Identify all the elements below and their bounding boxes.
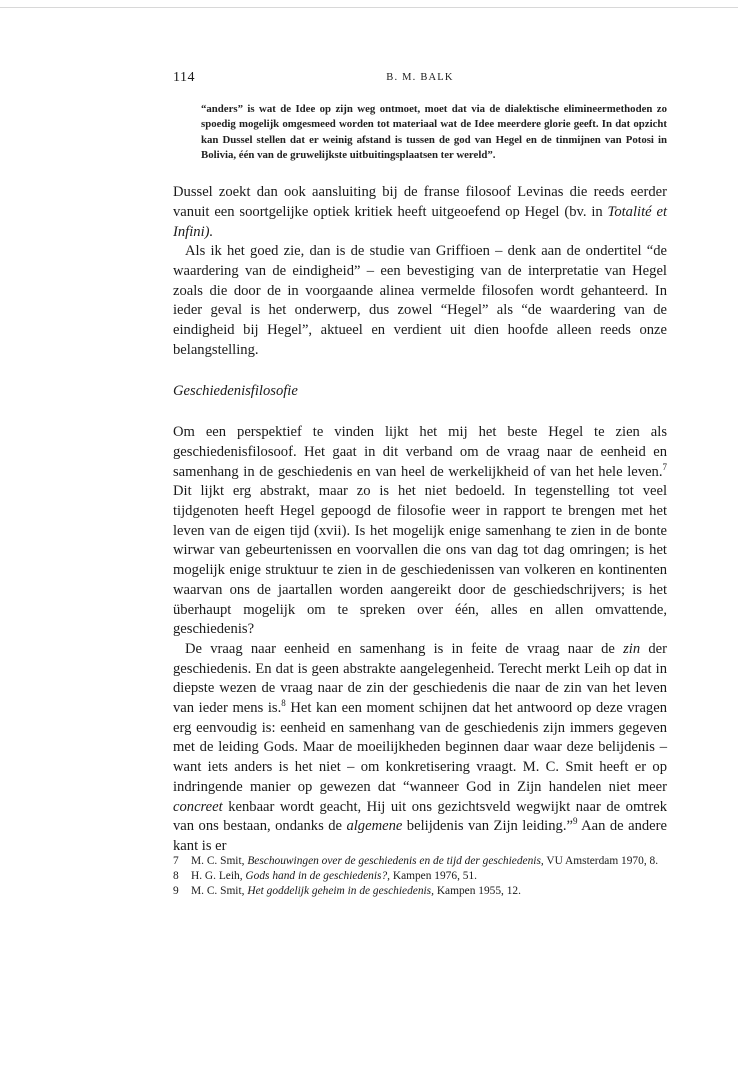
paragraph-4-text-c: Het kan een moment schijnen dat het antwoord op deze vragen erg eenvoudig is: eenheid en samenhang van de geschiedenis zijn immers gegeven met de leiding Gods. Maar de moeilijkheden beginnen daar waar deze belijdenis – want iets anders is het niet – om konkretisering vraagt. M. C. Smit heeft er op indringende manier op gewezen dat “wanneer God in Zijn handelen niet meer: [173, 700, 668, 795]
footnote-title: Gods hand in de geschiedenis?,: [245, 870, 390, 882]
footnote-ref-9[interactable]: 9: [572, 816, 578, 827]
footnote-details: Kampen 1976, 51.: [390, 870, 477, 882]
paragraph-4-text-e: belijdenis van Zijn leiding.”: [402, 818, 573, 835]
running-head: B. M. BALK: [386, 72, 454, 83]
paragraph-4: [173, 640, 667, 857]
paragraph-3-text-b: Dit lijkt erg abstrakt, maar zo is het niet bedoeld. In tegenstelling tot veel tijdgenoten heeft Hegel gepoogd de filosofie weer in rapport te brengen met het leven van de eigen tijd (xvii). Is het mogelijk enige samenhang te zien in de bonte wirwar van gebeurtenissen en voorvallen die ons van dag tot dag omringen; is het mogelijk enige struktuur te zien in de geschiedenissen van volkeren en kontinenten waarvan ons de jaartallen worden aangereikt door de geschiedschrijvers; is het überhaupt mogelijk om te spreken over één, alles en allen omvattende, geschiedenis?: [173, 483, 667, 638]
section-title: Geschiedenisfilosofie: [173, 382, 298, 399]
page-body: [173, 70, 667, 857]
footnote-author: H. G. Leih,: [191, 870, 246, 882]
main-text: [173, 183, 667, 857]
paragraph-4-text-d: kenbaar wordt geacht, Hij uit ons gezichtsveld wegwijkt naar de omtrek van ons bestaan, ondanks de: [173, 798, 667, 835]
italic-algemene: algemene: [346, 818, 403, 835]
paragraph-3-text-a: Om een perspektief te vinden lijkt het mij het beste Hegel te zien als geschiedenisfilosoof. Het gaat in dit verband om de vraag naar de eenheid en samenhang in de geschiedenis en van heel de werkelijkheid of van het hele leven.: [173, 424, 667, 480]
italic-concreet: concreet: [173, 798, 223, 815]
footnote-9: [173, 884, 667, 899]
paragraph-2: Als ik het goed zie, dan is de studie van Griffioen – denk aan de ondertitel “de waardering van de eindigheid” – een bevestiging van de interpretatie van Hegel zoals die door de in voorgaande alinea vermelde filosofen wordt gehanteerd. In ieder geval is het onderwerp, dus zowel “Hegel” als “de waardering van de eindigheid bij Hegel”, aktueel en verdient uit dien hoofde alleen reeds onze belangstelling.: [173, 243, 667, 358]
footnote-details: VU Amsterdam 1970, 8.: [543, 855, 659, 867]
footnote-7: [173, 854, 667, 869]
paragraph-4-text-a: De vraag naar eenheid en samenhang is in feite de vraag naar de: [185, 640, 624, 657]
footnote-ref-7[interactable]: 7: [662, 461, 667, 472]
footnote-number: 8: [173, 870, 179, 882]
footnotes: [173, 854, 667, 899]
book-title-italic: Totalité et Infini).: [173, 203, 667, 240]
footnote-ref-8[interactable]: 8: [281, 698, 286, 709]
paragraph-4-text-f: Aan de andere kant is er: [173, 818, 667, 854]
paragraph-1-text: Dussel zoekt dan ook aansluiting bij de franse filosoof Levinas die reeds eerder vanuit een soortgelijke optiek kritiek heeft uitgeoefend op Hegel (bv. in: [173, 184, 667, 220]
footnote-author: M. C. Smit,: [191, 885, 248, 897]
footnote-title: Het goddelijk geheim in de geschiedenis,: [247, 885, 434, 897]
footnote-8: [173, 869, 667, 884]
footnote-number: 9: [173, 885, 179, 897]
footnote-author: M. C. Smit,: [191, 855, 248, 867]
paragraph-3: [173, 423, 667, 640]
page-header: [173, 70, 667, 92]
page-top-rule: [0, 7, 738, 8]
footnote-number: 7: [173, 855, 179, 867]
footnote-details: Kampen 1955, 12.: [433, 885, 521, 897]
paragraph-4-text-b: der geschiedenis. En dat is geen abstrakte aangelegenheid. Terecht merkt Leih op dat in diepste wezen de vraag naar de zin der geschiedenis die naar de zin van het leven van ieder mens is.: [173, 640, 667, 717]
block-quote: “anders” is wat de Idee op zijn weg ontmoet, moet dat via de dialektische elimineermethoden zo spoedig mogelijk omgesmeed worden tot materiaal wat de Idee meerdere glorie geeft. In dat opzicht kan Dussel stellen dat er weinig afstand is tussen de god van Hegel en de tinmijnen van Potosi in Bolivia, één van de gruwelijkste uitbuitingsplaatsen ter wereld”.: [201, 103, 667, 161]
footnote-title: Beschouwingen over de geschiedenis en de tijd der geschiedenis,: [247, 855, 544, 867]
paragraph-1: [173, 183, 667, 242]
italic-zin: zin: [623, 640, 641, 657]
page-number: 114: [173, 70, 195, 85]
